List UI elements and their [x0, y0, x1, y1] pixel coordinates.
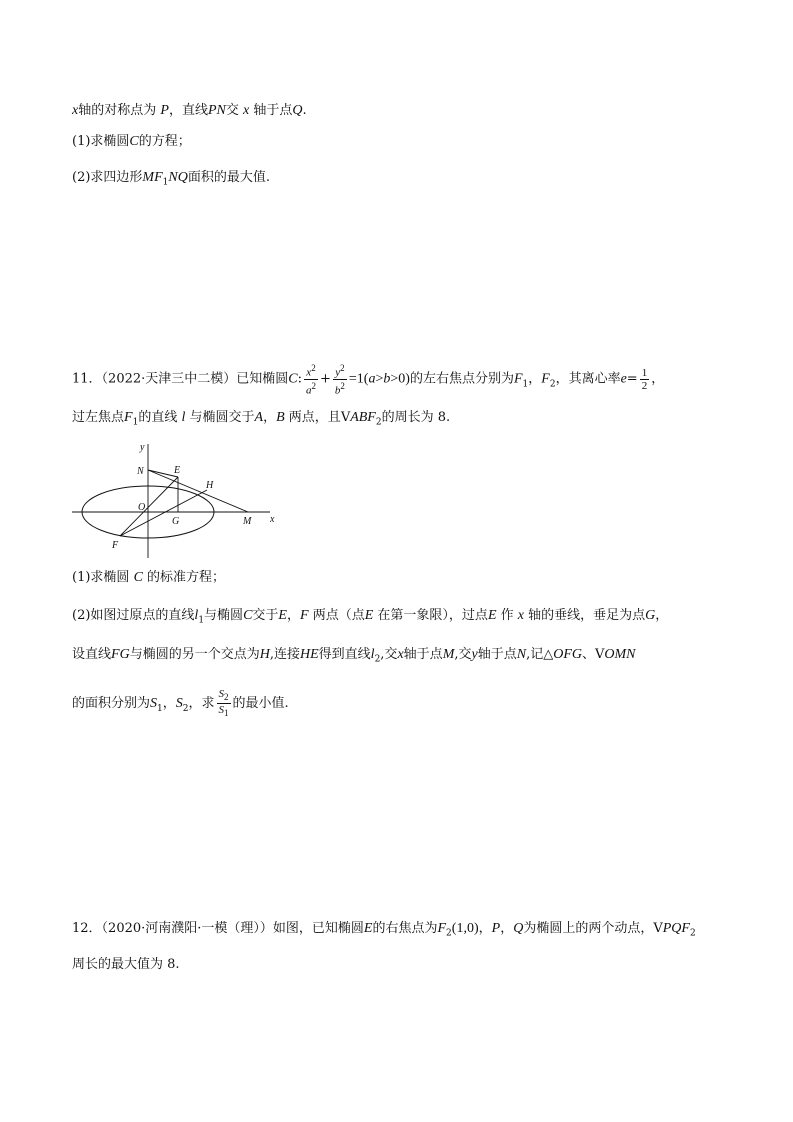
label-y: y [140, 442, 145, 453]
problem-11-q2-line-2: 设直线FG与椭圆的另一个交点为H,连接HE得到直线$l_2$,交x轴于点M,交y轴于点N,记△OFG、VOMN [72, 647, 636, 665]
problem-12-line-1: 12．（2020·河南濮阳·一模（理））如图，已知椭圆E的右焦点为$F_2(1,0)$，P，Q为椭圆上的两个动点，$VPQF_2$ [72, 921, 696, 939]
problem-11-q1: (1)求椭圆 C 的标准方程； [72, 570, 226, 585]
problem-11-q2-line-3: 的面积分别为$S_1$，$S_2$，求 $\frac{S_2}{S_1}$ 的最小值. [72, 688, 289, 719]
problem-11-q2-line-1: (2)如图过原点的直线$l_1$与椭圆C交于E，F 两点（点E 在第一象限），过点E 作 x 轴的垂线，垂足为点G， [72, 608, 669, 626]
label-G: G [172, 516, 180, 527]
ellipse-figure [70, 440, 280, 560]
problem-12-line-2: 周长的最大值为 8. [72, 957, 180, 972]
question-1: (1)求椭圆C的方程； [72, 134, 191, 149]
label-x: x [270, 514, 275, 525]
label-N: N [137, 466, 144, 477]
label-O: O [138, 502, 146, 513]
label-F: F [112, 540, 119, 551]
problem-11-line-1: 11．（2022·天津三中二模）已知椭圆C: $\frac{x^2}{a^2}$ + $\frac{y^2}{b^2}$ =1(a>b>0)的左右焦点分别为$F_1$，$F_2$，其离心率e= $\frac{1}{2}$ ， [72, 363, 665, 397]
line-NM [148, 470, 248, 512]
line-FH [120, 490, 207, 536]
question-2: (2)求四边形$MF_1NQ$面积的最大值. [72, 170, 270, 188]
problem-11-line-2: 过左焦点$F_1$的直线 l 与椭圆交于A，B 两点，且$VABF_2$的周长为 8. [72, 410, 451, 428]
label-H: H [206, 480, 214, 491]
label-E: E [174, 465, 181, 476]
label-M: M [243, 516, 252, 527]
text-line-1: x轴的对称点为 P，直线PN交 x 轴于点Q. [72, 103, 307, 118]
